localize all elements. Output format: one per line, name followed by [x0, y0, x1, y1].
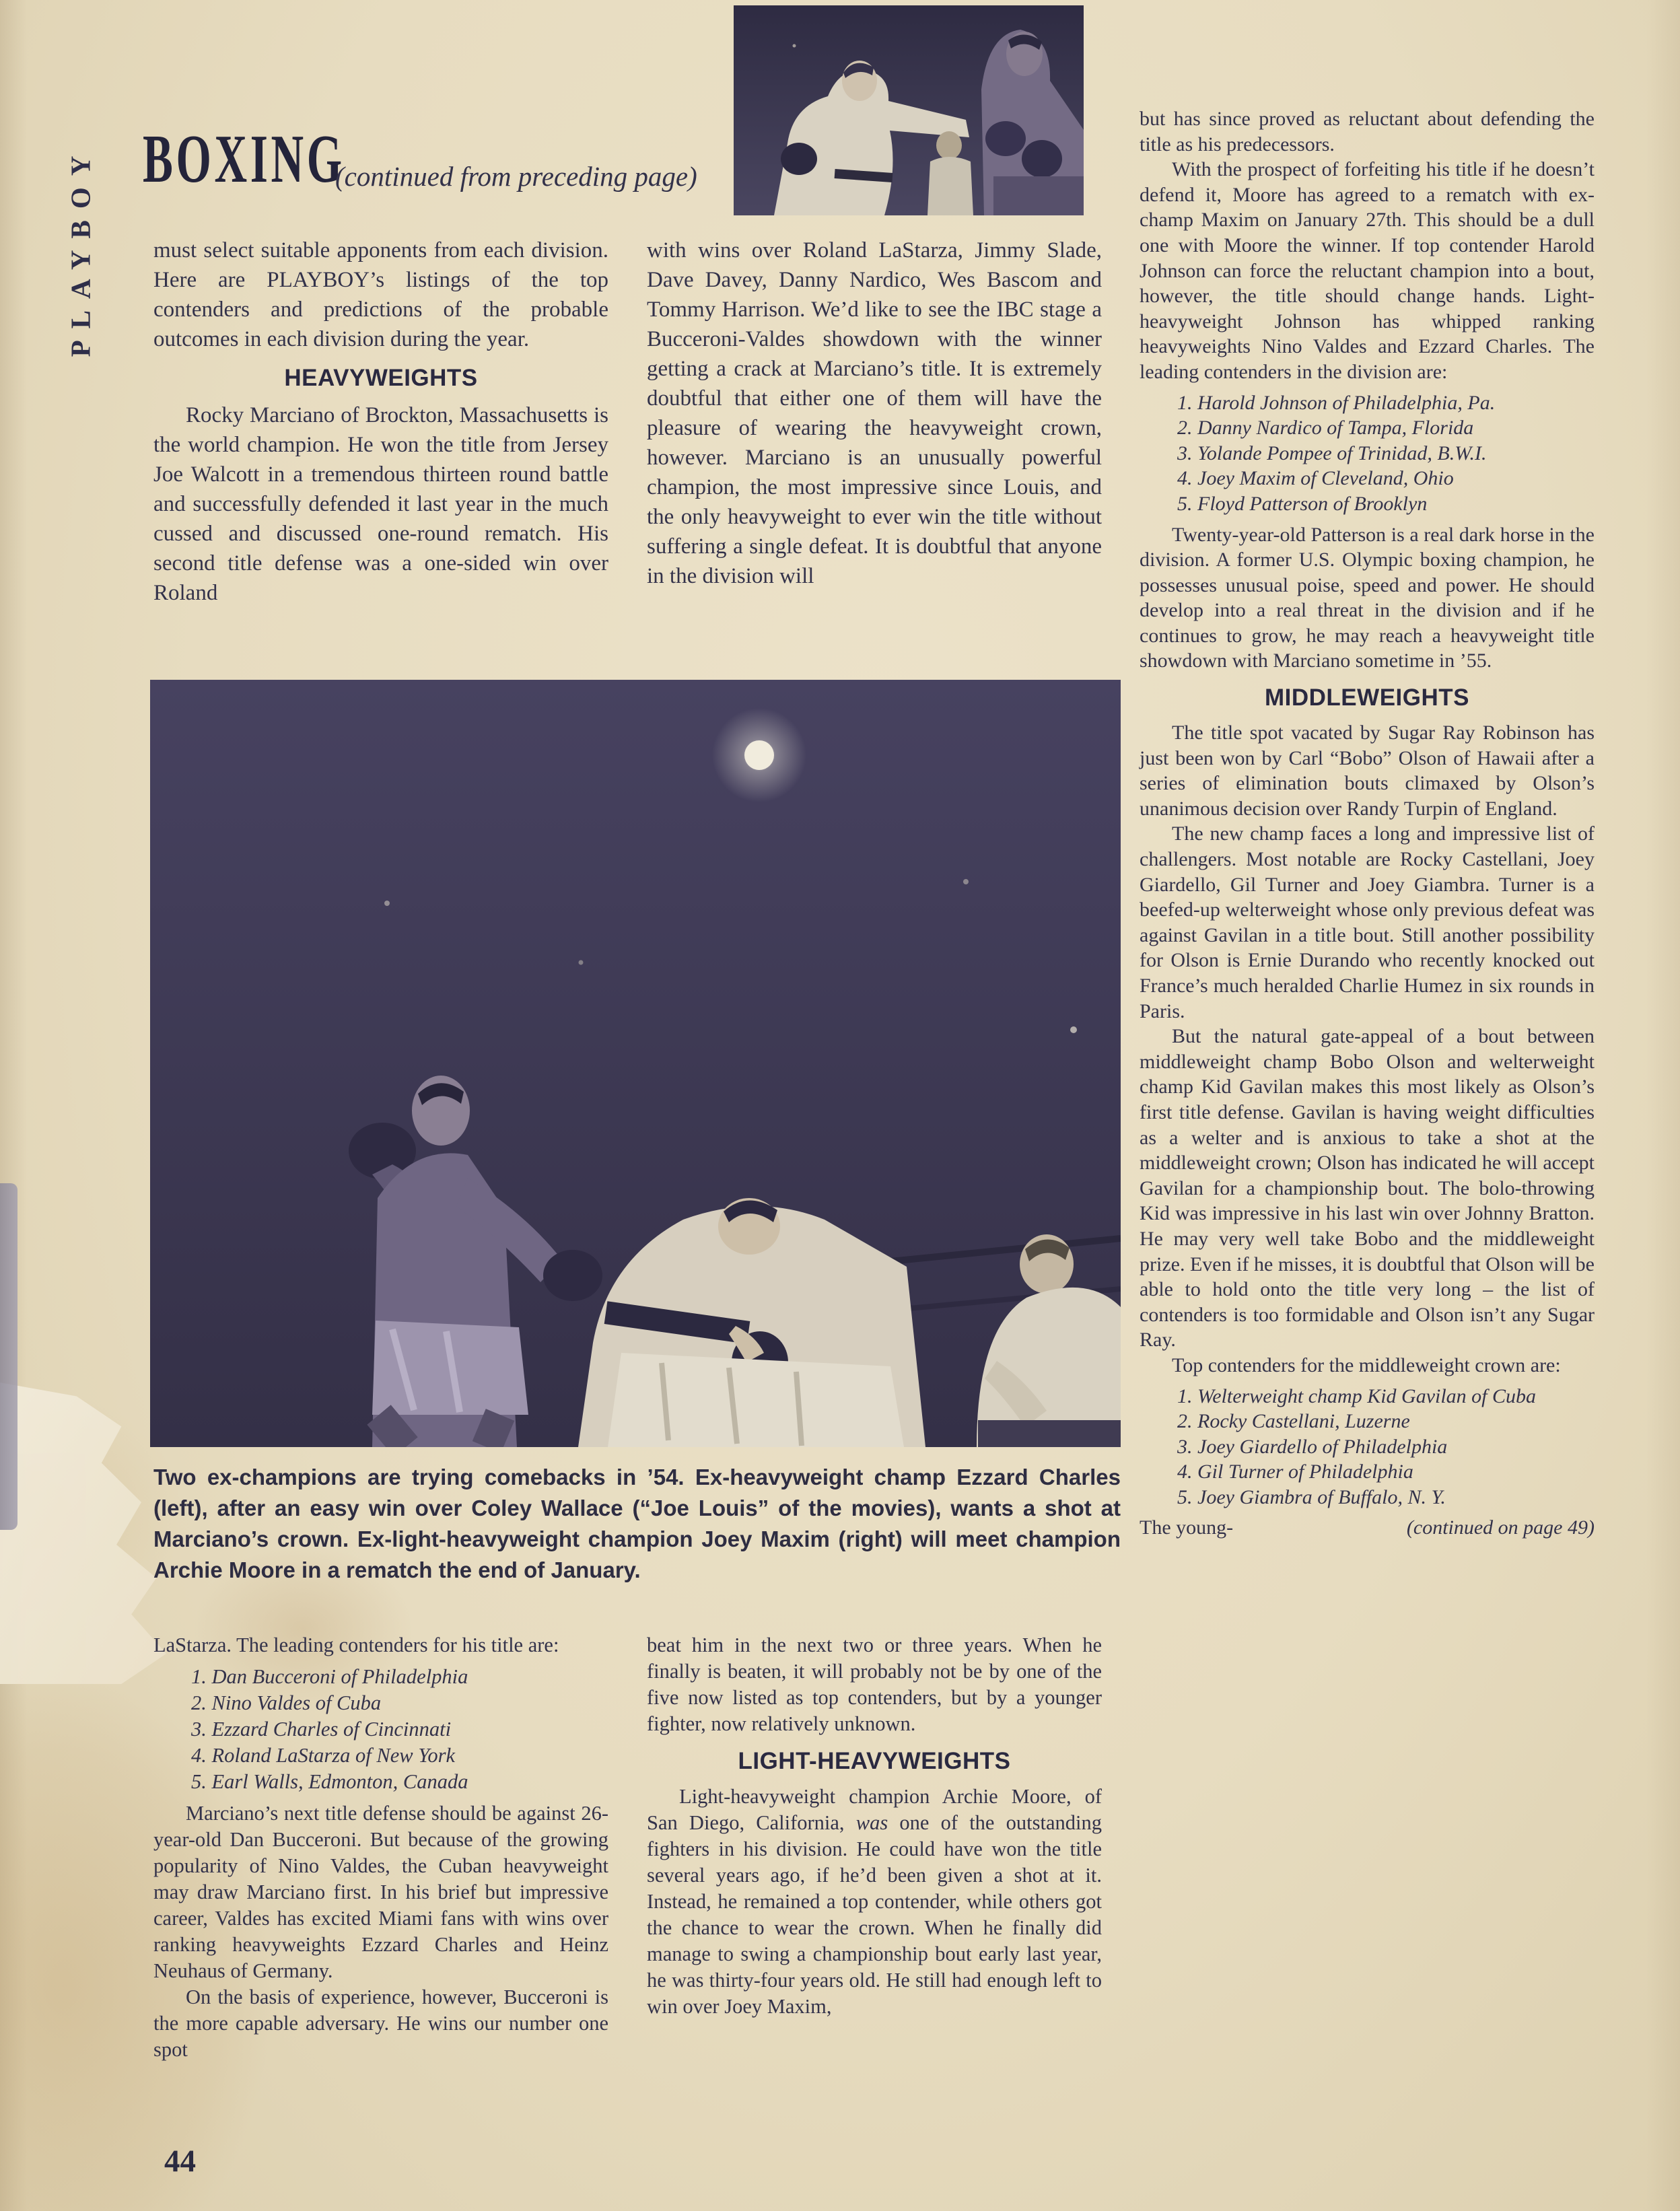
list-number: 1.	[1177, 1384, 1193, 1407]
list-item	[153, 1716, 608, 1743]
list-text: Ezzard Charles of Cincinnati	[211, 1718, 452, 1741]
list-number: 2.	[191, 1691, 207, 1714]
paragraph: Top contenders for the middleweight crown are:	[1172, 1354, 1561, 1376]
list-item	[1140, 1434, 1595, 1460]
list-text: Danny Nardico of Tampa, Florida	[1197, 417, 1474, 440]
list-number: 2.	[1177, 417, 1193, 440]
page-number: 44	[164, 2144, 196, 2179]
middleweights-heading: MIDDLEWEIGHTS	[1265, 685, 1469, 711]
heavyweight-contender-list	[153, 1664, 608, 1795]
list-number: 4.	[191, 1744, 207, 1767]
page-edge-sliver	[0, 1183, 18, 1530]
light-heavyweight-contender-list	[1140, 390, 1595, 517]
paragraph: Marciano’s next title defense should be against 26-year-old Dan Bucceroni. But because of the growing popularity of Nino Valdes, the Cuban heavyweight may draw Marciano first. In his brief but impressive career, Valdes has excited Miami fans with wins over ranking heavyweights Ezzard Charles and Heinz Neuhaus of Germany.	[153, 1802, 608, 1982]
column-2-bottom	[647, 1632, 1102, 2020]
paragraph: but has since proved as reluctant about defending the title as his predecessors.	[1140, 108, 1595, 155]
middleweight-contender-list	[1140, 1384, 1595, 1510]
list-item	[1140, 466, 1595, 491]
list-item	[153, 1769, 608, 1795]
paragraph: beat him in the next two or three years. When he finally is beaten, it will probably not be by one of the five now listed as top contenders, but by a younger fighter, now relatively unknown.	[647, 1634, 1102, 1735]
list-item	[153, 1690, 608, 1716]
list-number: 4.	[1177, 1461, 1193, 1483]
paragraph: The title spot vacated by Sugar Ray Robinson has just been won by Carl “Bobo” Olson of Hawaii after a series of elimination bouts climaxed by Olson’s unanimous decision over Randy Turpin of England.	[1140, 722, 1595, 820]
paragraph: LaStarza. The leading contenders for his title are:	[153, 1634, 559, 1656]
list-number: 5.	[1177, 492, 1193, 515]
list-item	[1140, 1485, 1595, 1510]
list-item	[1140, 390, 1595, 416]
paragraph-text: one of the outstanding fighters in his division. He could have won the title several years ago, if he’d been given a shot at it. Instead, he remained a top contender, while others got the chance to wear the crown. When he finally did manage to swing a championship bout early last year, he was thirty-four years old. He still had enough left to win over Joey Maxim,	[647, 1811, 1102, 2018]
list-text: Nino Valdes of Cuba	[211, 1691, 382, 1714]
list-text: Roland LaStarza of New York	[211, 1744, 456, 1767]
light-heavyweights-heading: LIGHT-HEAVYWEIGHTS	[738, 1748, 1011, 1774]
list-text: Joey Giambra of Buffalo, N. Y.	[1197, 1485, 1446, 1508]
list-item	[1140, 491, 1595, 517]
list-text: Joey Maxim of Cleveland, Ohio	[1197, 467, 1454, 490]
list-text: Earl Walls, Edmonton, Canada	[211, 1770, 468, 1793]
paragraph: With the prospect of forfeiting his title if he doesn’t defend it, Moore has agreed to a rematch with ex-champ Maxim on January 27th. This should be a dull one with Moore the winner. If top contender Harold Johnson can force the reluctant champion into a bout, however, the title should change hands. Light-heavyweight Johnson has whipped ranking heavyweights Nino Valdes and Ezzard Charles. The leading contenders in the division are:	[1140, 158, 1595, 383]
list-number: 1.	[191, 1665, 207, 1688]
top-boxing-photo	[734, 5, 1084, 215]
list-text: Rocky Castellani, Luzerne	[1197, 1410, 1410, 1433]
main-photo-illustration	[150, 680, 1121, 1447]
list-item	[153, 1664, 608, 1690]
list-text: Yolande Pompee of Trinidad, B.W.I.	[1197, 442, 1487, 464]
paragraph-text: Light-heavyweight champion Archie Moore, of San Diego, California,	[647, 1785, 1102, 1834]
list-text: Gil Turner of Philadelphia	[1197, 1461, 1413, 1483]
emphasized-word: was	[855, 1811, 888, 1834]
continued-note: (continued on page 49)	[1406, 1516, 1595, 1539]
paragraph: But the natural gate-appeal of a bout between middleweight champ Bobo Olson and welterweight champ Kid Gavilan makes this most likely as Olson’s first title defense. Gavilan is having weight difficulties as a welter and is anxious to take a shot at the middleweight crown; Olson has indicated he will accept Gavilan for a championship bout. The bolo-throwing Kid was impressive in his last win over Johnny Bratton. He may very well take Bobo and the middleweight prize. Even if he misses, it is doubtful that Olson will be able to hold onto the title very long – the list of contenders is too formidable and Olson isn’t any Sugar Ray.	[1140, 1025, 1595, 1352]
column-1-top	[153, 236, 608, 608]
list-text: Dan Bucceroni of Philadelphia	[211, 1665, 468, 1688]
list-item	[1140, 441, 1595, 466]
closing-line	[1140, 1515, 1595, 1541]
list-item	[1140, 1409, 1595, 1434]
closing-text: The young-	[1140, 1516, 1234, 1539]
paragraph: must select suitable apponents from each division. Here are PLAYBOY’s listings of the top contenders and predictions of the probable outcomes in each division during the year.	[153, 238, 608, 351]
column-2-top	[647, 236, 1102, 591]
list-number: 2.	[1177, 1410, 1193, 1433]
list-text: Harold Johnson of Philadelphia, Pa.	[1197, 391, 1496, 414]
main-boxing-photo	[150, 680, 1121, 1447]
list-item	[1140, 1384, 1595, 1409]
paragraph: On the basis of experience, however, Bucceroni is the more capable adversary. He wins our number one spot	[153, 1986, 608, 2061]
article-title: BOXING	[143, 121, 345, 197]
photo-caption: Two ex-champions are trying comebacks in ’54. Ex-heavyweight champ Ezzard Charles (left), after an easy win over Coley Wallace (“Joe Louis” of the movies), wants a shot at Marciano’s crown. Ex-light-heavyweight champion Joey Maxim (right) will meet champion Archie Moore in a rematch the end of January.	[153, 1465, 1121, 1582]
list-number: 5.	[191, 1770, 207, 1793]
column-3	[1140, 106, 1595, 1541]
list-number: 3.	[1177, 442, 1193, 464]
list-item	[1140, 1459, 1595, 1485]
paragraph: The new champ faces a long and impressive list of challengers. Most notable are Rocky Castellani, Joey Giardello, Gil Turner and Joey Giambra. Turner is a beefed-up welterweight whose only previous defeat was against Gavilan in a title bout. Still another possibility for Olson is Ernie Durando who recently knocked out France’s much heralded Charlie Humez in six rounds in Paris.	[1140, 822, 1595, 1022]
heavyweights-heading: HEAVYWEIGHTS	[284, 365, 478, 391]
list-number: 4.	[1177, 467, 1193, 490]
list-text: Joey Giardello of Philadelphia	[1197, 1435, 1448, 1458]
list-number: 3.	[191, 1718, 207, 1741]
list-item	[1140, 415, 1595, 441]
column-1-bottom	[153, 1632, 608, 2063]
playboy-vertical-wordmark: PLAYBOY	[65, 144, 96, 357]
paragraph: with wins over Roland LaStarza, Jimmy Slade, Dave Davey, Danny Nardico, Wes Bascom and Tommy Harrison. We’d like to see the IBC stage a Bucceroni-Valdes showdown with the winner getting a crack at Marciano’s title. It is extremely doubtful that either one of them will have the pleasure of wearing the heavyweight crown, however. Marciano is an unusually powerful champion, the most impressive since Louis, and the only heavyweight to ever win the title without suffering a single defeat. It is doubtful that anyone in the division will	[647, 238, 1102, 588]
paragraph: Twenty-year-old Patterson is a real dark horse in the division. A former U.S. Olympic boxing champion, he possesses unusual poise, speed and power. He should develop into a real threat in the division and if he continues to grow, he may reach a heavyweight title showdown with Marciano sometime in ’55.	[1140, 523, 1595, 672]
paragraph	[647, 1784, 1102, 2020]
list-number: 1.	[1177, 391, 1193, 414]
paragraph: Rocky Marciano of Brockton, Massachusetts is the world champion. He won the title from Jersey Joe Walcott in a tremendous thirteen round battle and successfully defended it last year in the much cussed and discussed one-round rematch. His second title defense was a one-sided win over Roland	[153, 403, 608, 605]
list-item	[153, 1743, 608, 1769]
title-continuation-note: (continued from preceding page)	[335, 161, 697, 192]
top-photo-illustration	[734, 5, 1084, 215]
list-number: 5.	[1177, 1485, 1193, 1508]
list-text: Welterweight champ Kid Gavilan of Cuba	[1197, 1384, 1537, 1407]
list-text: Floyd Patterson of Brooklyn	[1197, 492, 1428, 515]
list-number: 3.	[1177, 1435, 1193, 1458]
